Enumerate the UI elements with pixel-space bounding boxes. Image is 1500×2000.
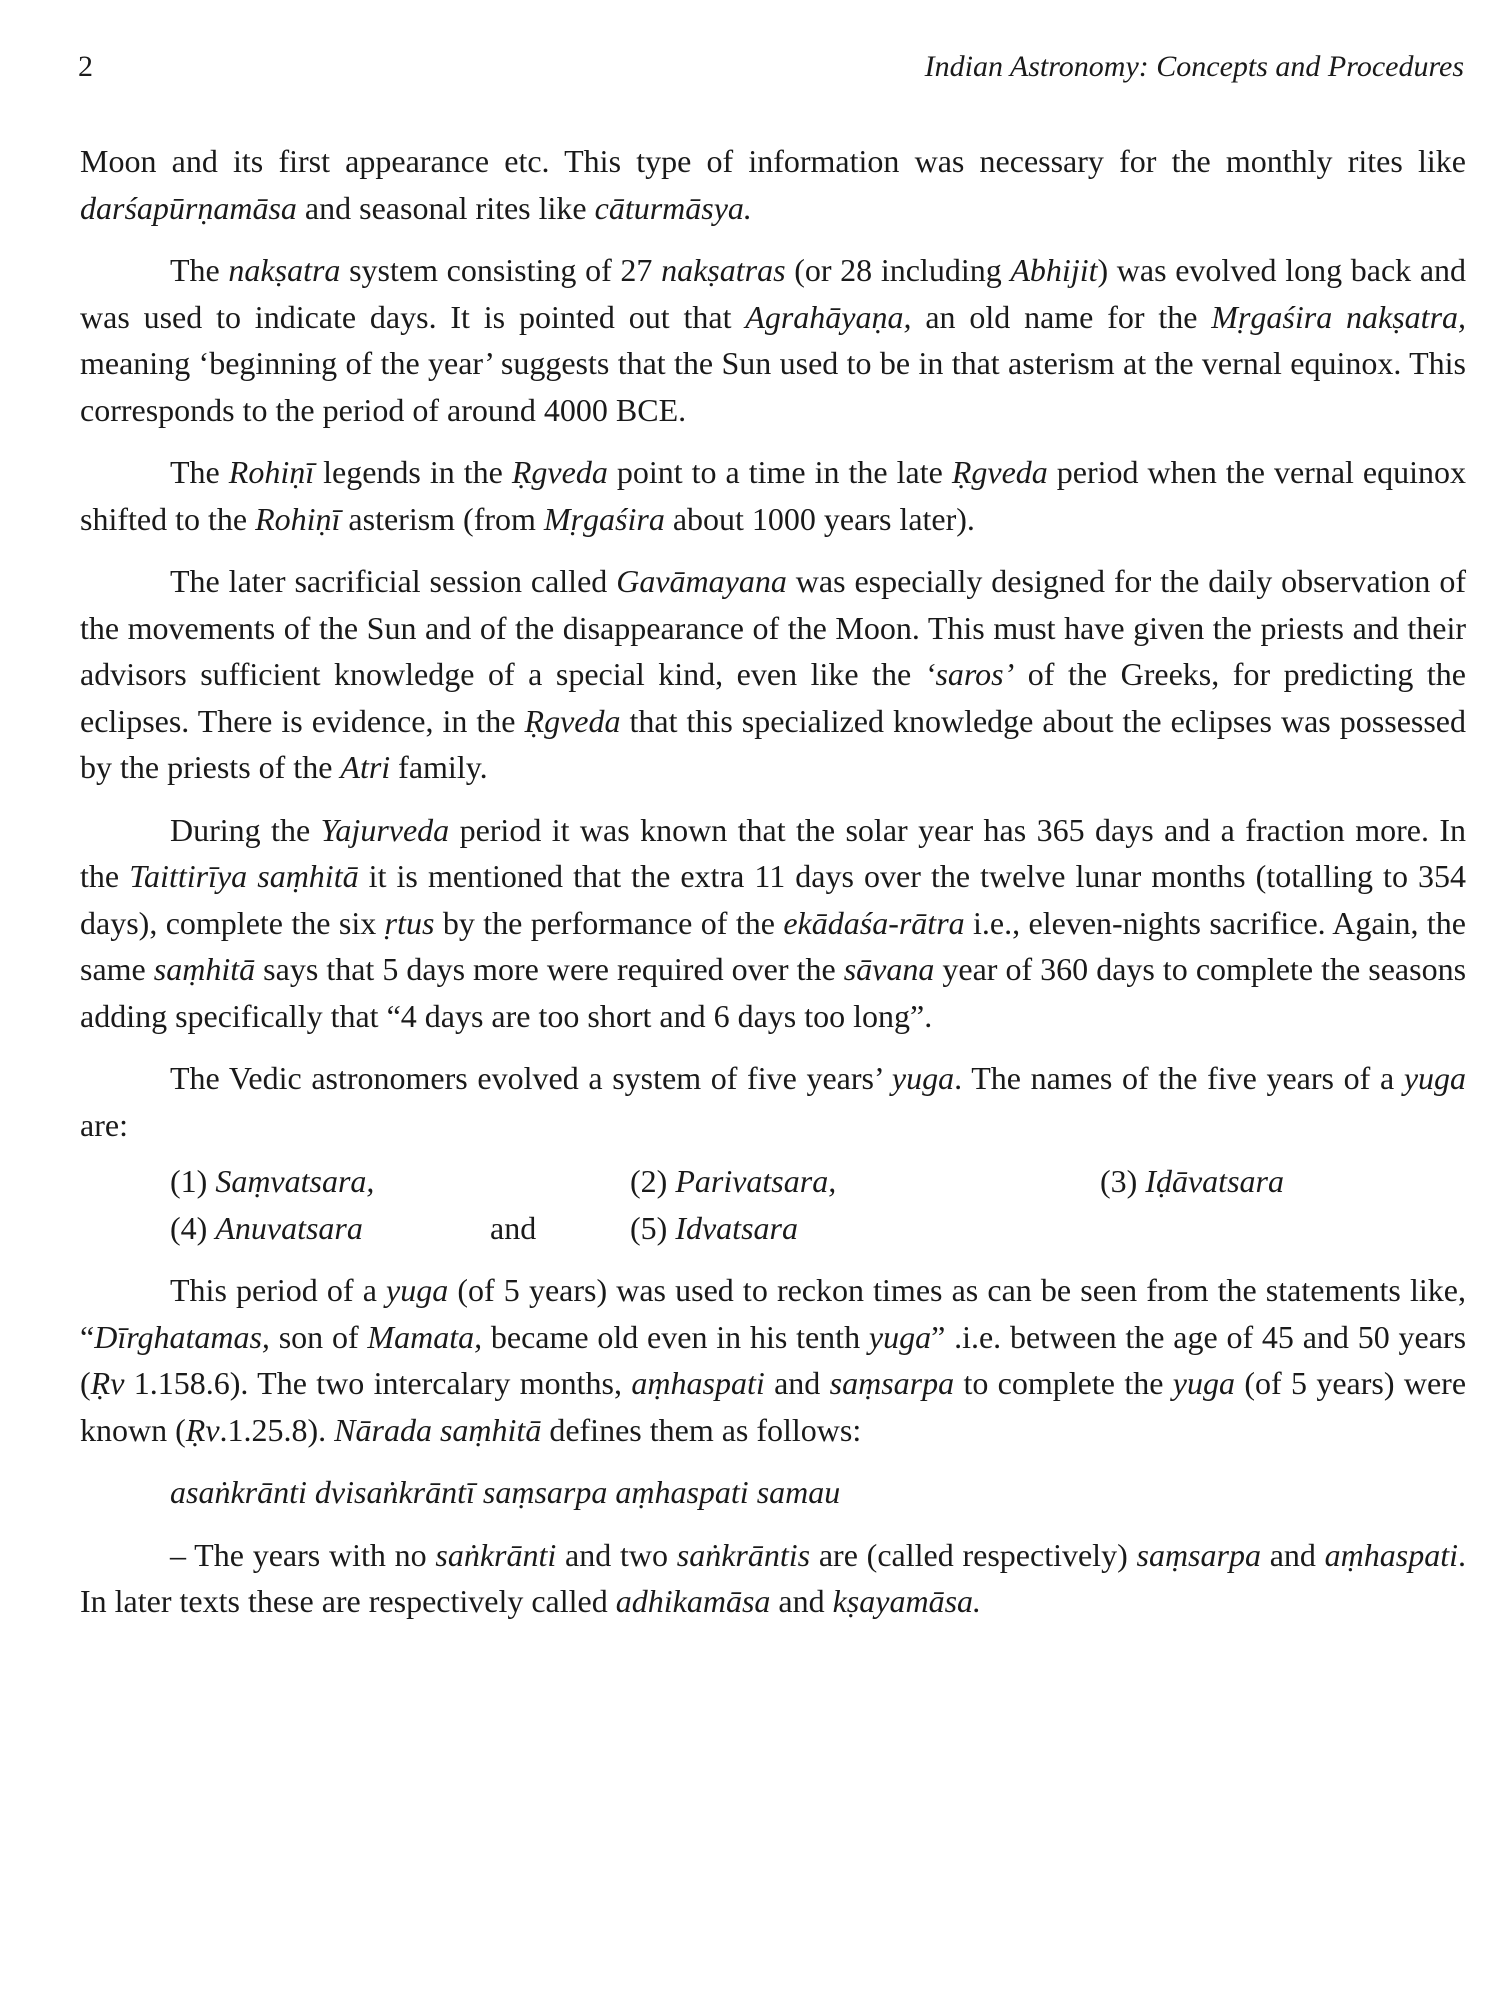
sanskrit-verse: asaṅkrānti dvisaṅkrāntī saṃsarpa aṃhaspati samau xyxy=(170,1474,841,1510)
list-number: (5) xyxy=(630,1209,676,1246)
year-name: Saṃvatsara, xyxy=(215,1163,375,1199)
term-italic: saṃsarpa xyxy=(1136,1536,1261,1573)
text-run: and xyxy=(1260,1536,1325,1573)
paragraph-6 xyxy=(80,1055,1466,1148)
yuga-year-2 xyxy=(630,1158,836,1205)
paragraph-8 xyxy=(80,1532,1466,1625)
text-run: ) was evolved long back and was used to indicate days. It is pointed out that xyxy=(80,252,1467,335)
term-italic: Dīrghatamas, xyxy=(94,1318,270,1355)
text-run: The xyxy=(170,454,229,490)
text-run: system consisting of 27 xyxy=(340,252,662,288)
term-italic: saṅkrānti xyxy=(435,1536,557,1573)
paragraph-5 xyxy=(80,807,1466,1040)
yuga-year-5 xyxy=(630,1205,798,1252)
paragraph-3 xyxy=(80,449,1466,542)
text-run: This period of a xyxy=(170,1272,387,1308)
paragraph-4 xyxy=(80,558,1466,791)
text-run: of the Greeks, for predicting the eclipses. There is evidence, in the xyxy=(80,656,1467,739)
term-italic: nakṣatra xyxy=(228,252,341,288)
text-run: an old name for the xyxy=(911,298,1212,335)
year-name: Idvatsara xyxy=(675,1209,798,1246)
term-italic: ṛtus xyxy=(384,904,435,941)
term-italic: Atri xyxy=(340,749,391,785)
text-run: and seasonal rites like xyxy=(296,189,595,226)
term-italic: yuga xyxy=(868,1318,932,1355)
and-conjunction: and xyxy=(490,1209,537,1246)
year-name: Iḍāvatsara xyxy=(1145,1163,1284,1199)
term-italic: Mṛgaśira nakṣatra, xyxy=(1211,298,1467,335)
text-run: .1.25.8). xyxy=(219,1411,335,1448)
term-italic: aṃhaspati xyxy=(631,1365,765,1401)
paragraph-2 xyxy=(80,247,1466,433)
text-run: meaning ‘beginning of the year’ suggests that the Sun used to be in that asterism at the vernal equinox. This corresponds to the period of around 4000 BCE. xyxy=(80,345,1466,428)
text-run: ” .i.e. between the age of 45 and 50 years ( xyxy=(80,1318,1467,1401)
term-italic: Rohiṇī xyxy=(255,500,341,537)
term-italic: yuga xyxy=(891,1060,955,1096)
term-italic: saṃsarpa xyxy=(829,1365,955,1401)
text-run: and xyxy=(764,1365,830,1401)
term-italic: darśapūrṇamāsa xyxy=(80,189,297,226)
text-run: The xyxy=(170,252,229,288)
text-run: son of xyxy=(269,1318,368,1355)
text-run: says that 5 days more were required over the xyxy=(255,951,844,987)
paragraph-7 xyxy=(80,1267,1466,1453)
text-run: The later sacrificial session called xyxy=(170,563,617,599)
page-number: 2 xyxy=(78,50,93,83)
text-run: . The names of the five years of a xyxy=(954,1060,1404,1096)
text-run: are (called respectively) xyxy=(810,1536,1137,1573)
term-italic: Mamata, xyxy=(367,1318,483,1355)
term-italic: nakṣatras xyxy=(661,252,786,288)
text-run: and two xyxy=(556,1536,677,1573)
term-italic: Gavāmayana xyxy=(616,563,787,599)
term-italic: saṃhitā xyxy=(153,951,256,987)
text-run: During the xyxy=(170,811,321,848)
text-run: are: xyxy=(80,1106,128,1143)
term-italic: aṃhaspati xyxy=(1324,1536,1459,1573)
text-run: legends in the xyxy=(314,454,512,490)
paragraph-1 xyxy=(80,138,1466,231)
term-italic: cāturmāsya. xyxy=(594,189,752,226)
text-run: year of 360 days to complete the seasons adding specifically that “4 days are too short and 6 days too long”. xyxy=(80,951,1467,1034)
text-run: point to a time in the late xyxy=(607,454,952,490)
term-italic: Ṛgveda xyxy=(951,454,1048,490)
text-run: period when the vernal equinox shifted to the xyxy=(80,454,1467,537)
text-run: i.e., eleven-nights sacrifice. Again, the same xyxy=(80,904,1467,987)
term-italic: ‘saros’ xyxy=(924,656,1015,692)
term-italic: Nārada saṃhitā xyxy=(334,1411,542,1448)
text-run: and xyxy=(770,1583,833,1619)
page-header xyxy=(78,50,1464,90)
text-run: – The years with no xyxy=(170,1536,436,1573)
yuga-row-1 xyxy=(170,1158,1466,1205)
body-text xyxy=(80,138,1466,1641)
term-italic: Ṛv xyxy=(90,1365,125,1401)
term-italic: Rohiṇī xyxy=(228,454,315,490)
yuga-year-1 xyxy=(170,1158,374,1205)
text-run: (of 5 years) were known ( xyxy=(80,1365,1467,1448)
text-run: (or 28 including xyxy=(785,252,1011,288)
term-italic: Mṛgaśira xyxy=(543,500,665,537)
text-run: that this specialized knowledge about the eclipses was possessed by the priests of the xyxy=(80,702,1467,785)
text-run: 1.158.6). The two intercalary months, xyxy=(124,1365,632,1401)
list-number: (2) xyxy=(630,1163,676,1199)
yuga-year-4 xyxy=(170,1205,363,1252)
term-italic: yuga xyxy=(1403,1060,1467,1096)
term-italic: sāvana xyxy=(843,951,935,987)
text-run: asterism (from xyxy=(340,500,544,537)
text-run: Moon and its first appearance etc. This type of information was necessary for the monthly rites like xyxy=(80,143,1466,179)
list-number: (4) xyxy=(170,1209,216,1246)
term-italic: Taittirīya saṃhitā xyxy=(129,858,359,894)
text-run: was especially designed for the daily observation of the movements of the Sun and of the disappearance of the Moon. This must have given the priests and their advisors sufficient knowledge of a special kind, even like the xyxy=(80,563,1467,692)
yuga-row-2 xyxy=(170,1205,1466,1252)
term-italic: yuga xyxy=(386,1272,449,1308)
text-run: . In later texts these are respectively called xyxy=(80,1536,1467,1619)
term-italic: saṅkrāntis xyxy=(676,1536,811,1573)
list-number: (3) xyxy=(1100,1163,1146,1199)
term-italic: adhikamāsa xyxy=(615,1583,771,1619)
running-title: Indian Astronomy: Concepts and Procedures xyxy=(924,50,1464,83)
term-italic: yuga xyxy=(1172,1365,1235,1401)
yuga-year-3 xyxy=(1100,1158,1284,1205)
term-italic: Yajurveda xyxy=(320,811,450,848)
year-name: Anuvatsara xyxy=(215,1209,363,1246)
term-italic: Ṛgveda xyxy=(511,454,608,490)
text-run: to complete the xyxy=(954,1365,1173,1401)
text-run: family. xyxy=(390,749,488,785)
text-run: became old even in his tenth xyxy=(482,1318,869,1355)
text-run: The Vedic astronomers evolved a system of five years’ xyxy=(170,1060,892,1096)
term-italic: Ṛv xyxy=(185,1411,220,1448)
term-italic: Abhijit xyxy=(1010,252,1098,288)
yuga-years-list xyxy=(80,1158,1466,1251)
term-italic: kṣayamāsa. xyxy=(832,1583,982,1619)
year-name: Parivatsara, xyxy=(675,1163,837,1199)
term-italic: Ṛgveda xyxy=(524,702,621,739)
term-italic: Agrahāyaṇa, xyxy=(745,298,912,335)
list-number: (1) xyxy=(170,1163,216,1199)
term-italic: ekādaśa-rātra xyxy=(783,904,965,941)
text-run: (of 5 years) was used to reckon times as can be seen from the statements like, “ xyxy=(80,1272,1467,1355)
text-run: by the performance of the xyxy=(434,904,784,941)
text-run: about 1000 years later). xyxy=(664,500,975,537)
text-run: period it was known that the solar year has 365 days and a fraction more. In the xyxy=(80,811,1467,894)
text-run: it is mentioned that the extra 11 days over the twelve lunar months (totalling to 354 days), complete the six xyxy=(80,858,1467,941)
text-run: defines them as follows: xyxy=(541,1411,862,1448)
